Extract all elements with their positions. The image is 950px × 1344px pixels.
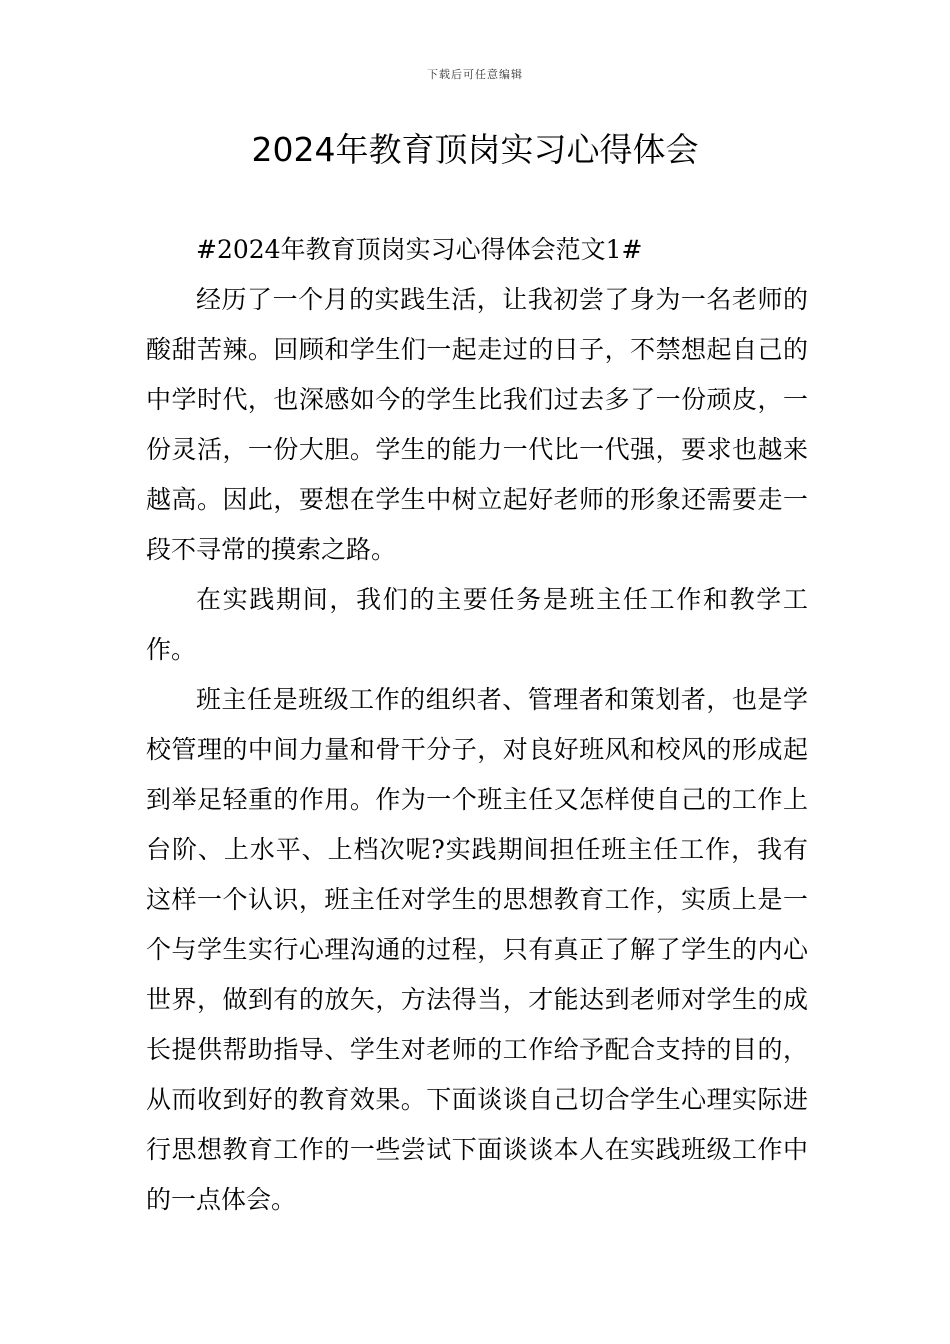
document-title: 2024年教育顶岗实习心得体会 [251,130,699,169]
paragraph: 在实践期间，我们的主要任务是班主任工作和教学工作。 [146,585,808,664]
header-note: 下载后可任意编辑 [427,68,523,81]
document-body [146,225,808,1225]
paragraph: 班主任是班级工作的组织者、管理者和策划者，也是学校管理的中间力量和骨干分子，对良好班风和校风的形成起到举足轻重的作用。作为一个班主任又怎样使自己的工作上台阶、上水平、上档次呢?实践期间担任班主任工作，我有这样一个认识，班主任对学生的思想教育工作，实质上是一个与学生实行心理沟通的过程，只有真正了解了学生的内心世界，做到有的放矢，方法得当，才能达到老师对学生的成长提供帮助指导、学生对老师的工作给予配合支持的目的，从而收到好的教育效果。下面谈谈自己切合学生心理实际进行思想教育工作的一些尝试下面谈谈本人在实践班级工作中的一点体会。 [146,685,808,1214]
paragraph: 经历了一个月的实践生活，让我初尝了身为一名老师的酸甜苦辣。回顾和学生们一起走过的日子，不禁想起自己的中学时代，也深感如今的学生比我们过去多了一份顽皮，一份灵活，一份大胆。学生的能力一代比一代强，要求也越来越高。因此，要想在学生中树立起好老师的形象还需要走一段不寻常的摸索之路。 [146,285,808,564]
section-heading: #2024年教育顶岗实习心得体会范文1# [196,235,643,264]
